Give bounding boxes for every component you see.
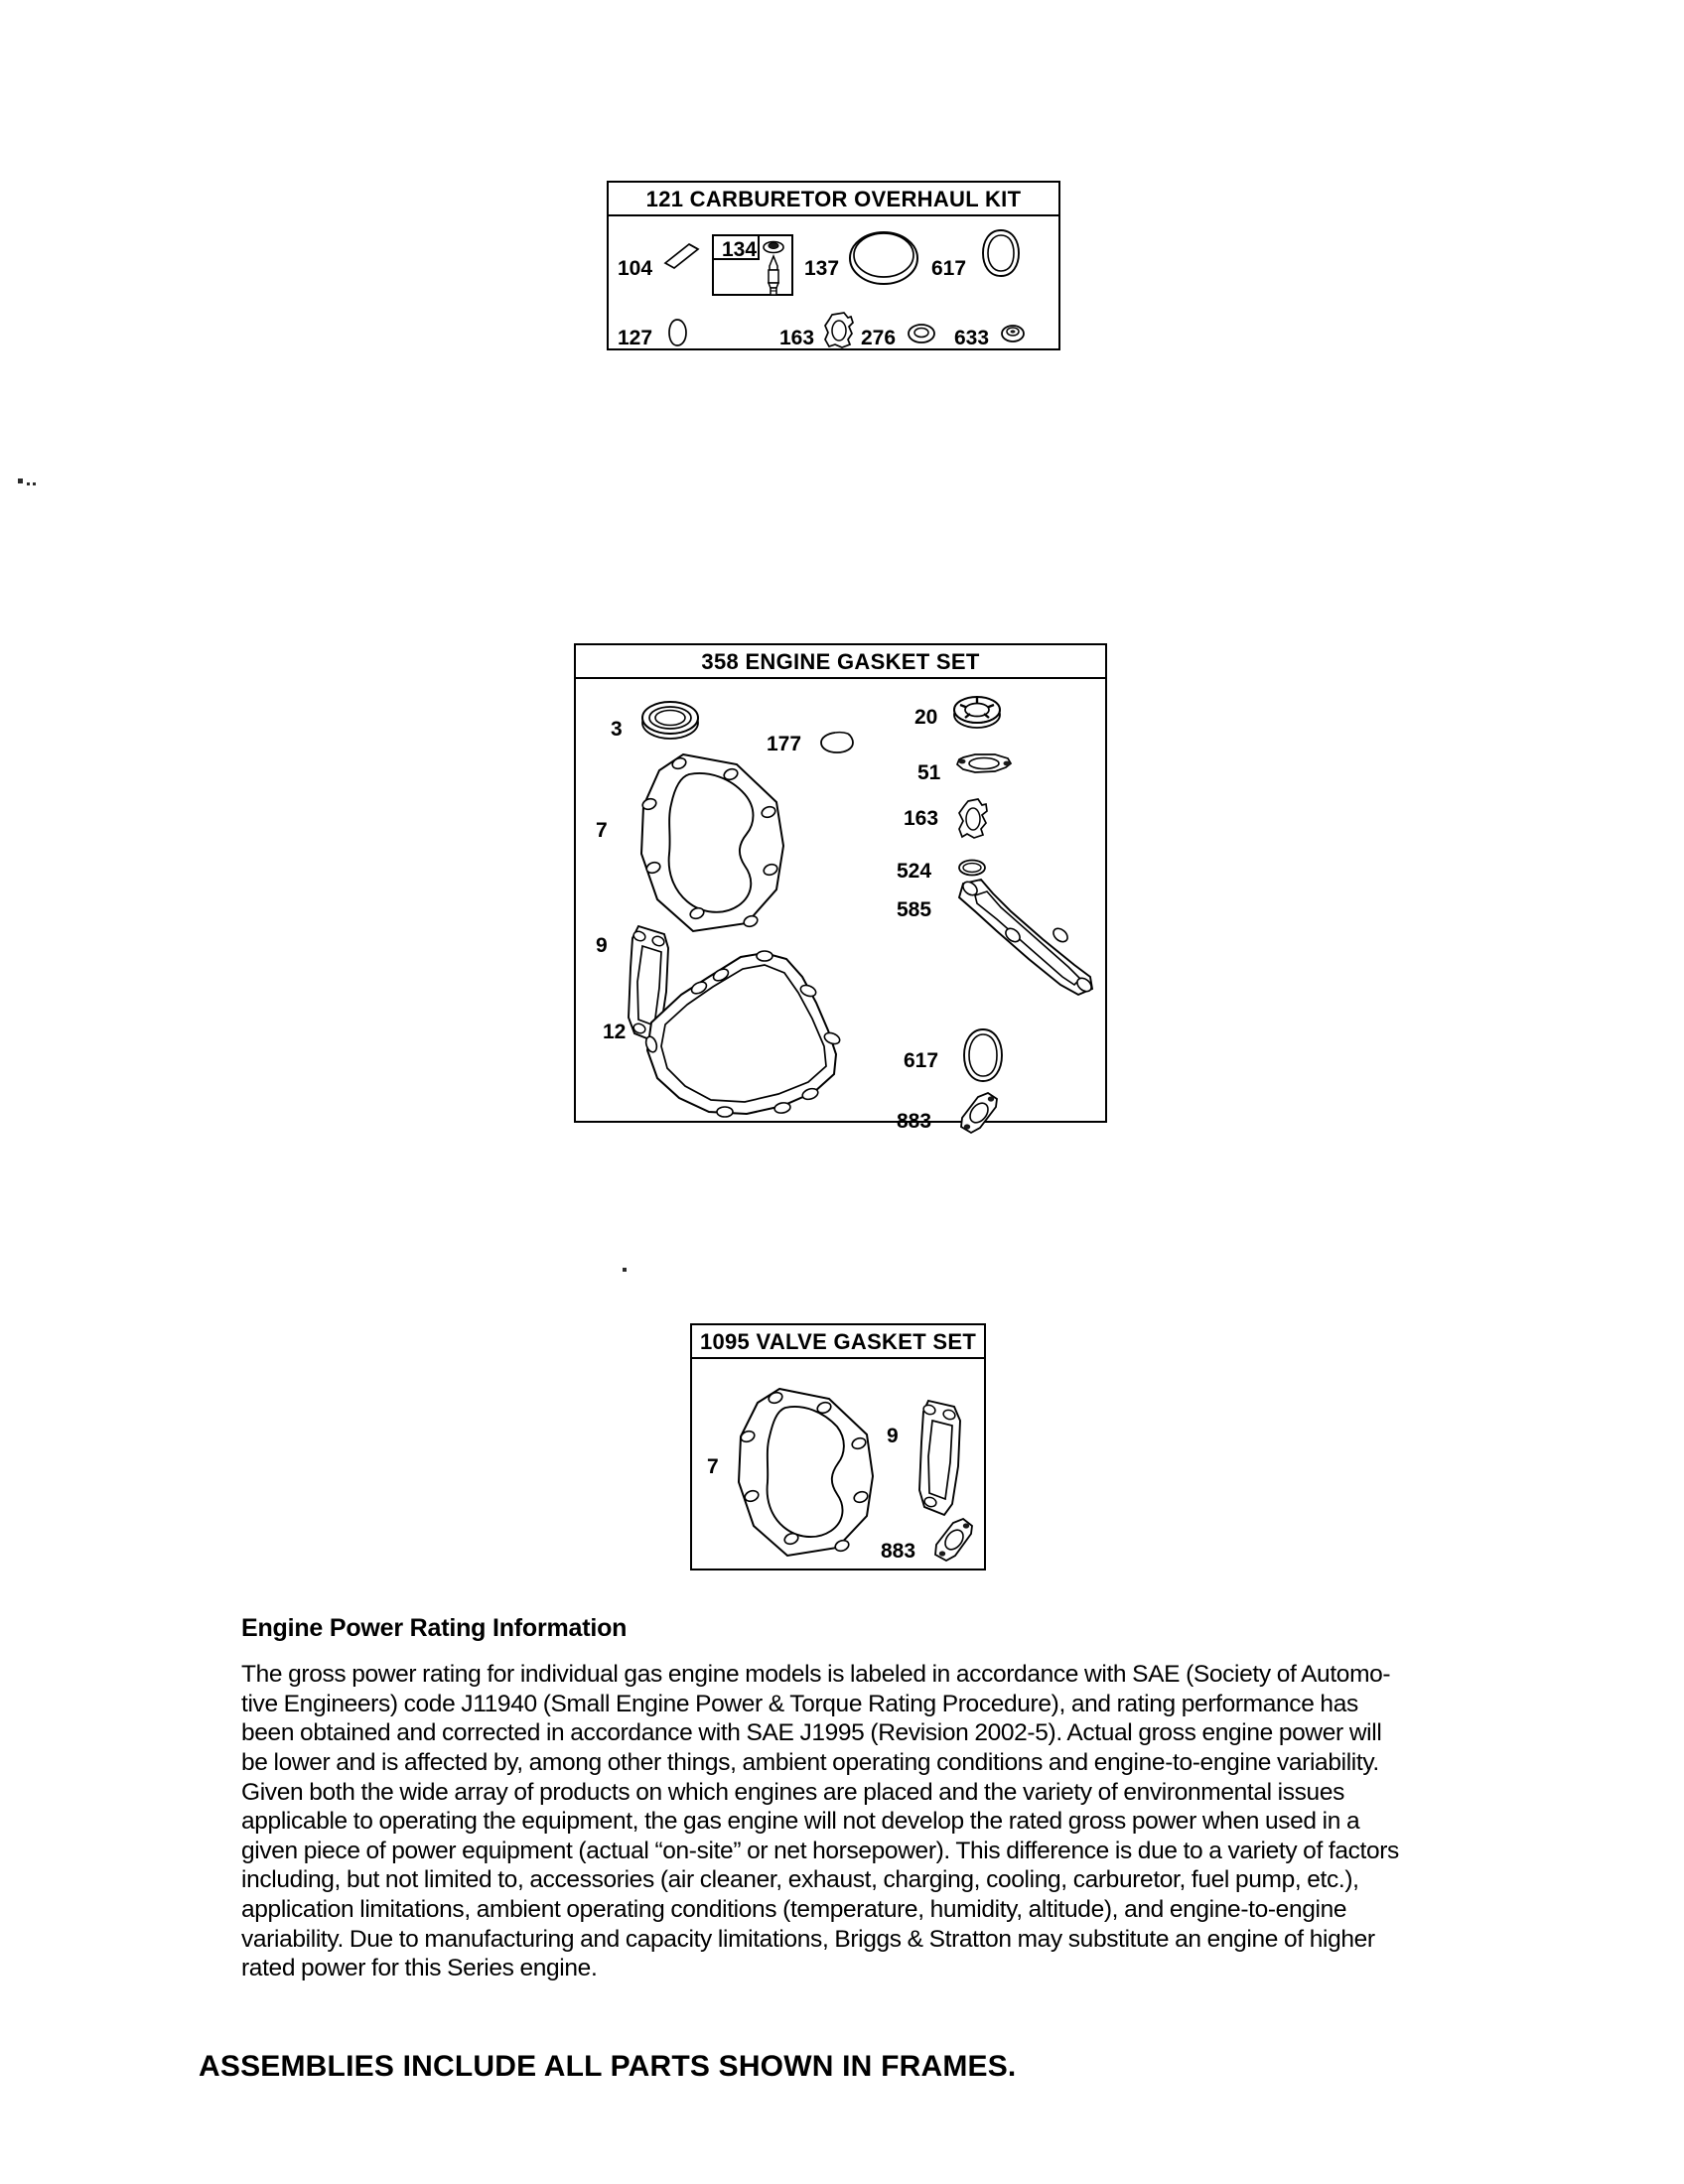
- part-134-needle-valve: [764, 255, 783, 297]
- frame-body-carburetor-overhaul-kit: [609, 216, 1058, 348]
- callout-20: 20: [914, 706, 938, 729]
- callout-12: 12: [603, 1021, 627, 1043]
- callout-7: 7: [596, 819, 608, 842]
- part-177-c-ring: [818, 727, 856, 754]
- part-104-pin: [661, 240, 703, 270]
- callout-177: 177: [767, 733, 802, 755]
- callout-585: 585: [897, 898, 932, 921]
- frame-title-valve-gasket-set: 1095 VALVE GASKET SET: [692, 1325, 984, 1359]
- callout-9: 9: [887, 1425, 899, 1447]
- part-127-small-oval-seal: [665, 318, 689, 347]
- scan-artifact: [18, 478, 23, 483]
- power-rating-heading: Engine Power Rating Information: [241, 1614, 628, 1642]
- callout-617: 617: [904, 1049, 939, 1072]
- part-276-washer-ring: [907, 322, 936, 345]
- part-883-exhaust-gasket: [930, 1516, 978, 1566]
- part-163-carb-body-gasket: [822, 312, 856, 349]
- callout-104: 104: [618, 257, 653, 280]
- frame-valve-gasket-set: [690, 1323, 986, 1570]
- scan-artifact: [27, 482, 30, 485]
- inset-box-134: [712, 234, 793, 296]
- callout-163: 163: [904, 807, 939, 830]
- part-7-cylinder-head-gasket: [728, 1385, 889, 1562]
- frame-carburetor-overhaul-kit: [607, 181, 1060, 350]
- callout-633: 633: [954, 327, 990, 349]
- frame-body-engine-gasket-set: [576, 679, 1105, 1133]
- callout-7: 7: [707, 1455, 719, 1478]
- part-12-crankcase-sump-gasket: [637, 947, 864, 1124]
- part-51-intake-gasket: [953, 752, 1015, 782]
- part-9-breather-gasket: [912, 1397, 974, 1520]
- inset-label-134: 134: [712, 234, 760, 260]
- callout-883: 883: [881, 1540, 916, 1563]
- frame-body-valve-gasket-set: [692, 1359, 984, 1569]
- callout-524: 524: [897, 860, 932, 883]
- scan-artifact: [623, 1268, 627, 1272]
- part-883-exhaust-gasket: [956, 1090, 1002, 1136]
- part-134-seat: [762, 239, 785, 254]
- callout-276: 276: [861, 327, 897, 349]
- engine-power-rating-section: [241, 1614, 1401, 1983]
- part-3-oil-seal: [639, 697, 701, 743]
- assemblies-footer-note: ASSEMBLIES INCLUDE ALL PARTS SHOWN IN FRAMES.: [199, 2050, 1017, 2083]
- callout-9: 9: [596, 934, 608, 957]
- callout-617: 617: [931, 257, 967, 280]
- power-rating-body: The gross power rating for individual gas engine models is labeled in accordance with SAE (Society of Automo-tive Engineers) code J11940 (Small Engine Power & Torque Rating Procedure), and rating performance has been obtained and corrected in accordance with SAE J1995 (Revision 2002-5). Actual gross engine power will be lower and is affected by, among other things, ambient operating conditions and engine-to-engine variability. Given both the wide array of products on which engines are placed and the variety of environmental issues applicable to operating the equipment, the gas engine will not develop the rated gross power when used in a given piece of power equipment (actual “on-site” or net horsepower). This difference is due to a variety of factors including, but not limited to, accessories (air cleaner, exhaust, charging, cooling, carburetor, fuel pump, etc.), application limitations, ambient operating conditions (temperature, humidity, altitude), and engine-to-engine variability. Due to manufacturing and capacity limitations, Briggs & Stratton may substitute an engine of higher rated power for this Series engine.: [241, 1661, 1399, 1982]
- part-524-small-o-ring: [957, 858, 987, 878]
- part-7-cylinder-head-gasket: [628, 751, 802, 939]
- callout-137: 137: [804, 257, 840, 280]
- frame-title-engine-gasket-set: 358 ENGINE GASKET SET: [576, 645, 1105, 679]
- part-617-oval-gasket: [961, 1026, 1005, 1084]
- part-137-large-o-ring: [847, 226, 920, 288]
- part-163-carb-body-gasket: [956, 798, 990, 840]
- callout-127: 127: [618, 327, 653, 349]
- part-633-small-grommet: [1000, 323, 1026, 344]
- part-20-slotted-bearing-ring: [951, 693, 1003, 735]
- callout-163: 163: [779, 327, 815, 349]
- part-585-sump-rail-gasket: [951, 878, 1098, 1001]
- frame-title-carburetor-overhaul-kit: 121 CARBURETOR OVERHAUL KIT: [609, 183, 1058, 216]
- callout-3: 3: [611, 718, 623, 741]
- callout-51: 51: [917, 761, 941, 784]
- callout-883: 883: [897, 1110, 932, 1133]
- frame-engine-gasket-set: [574, 643, 1107, 1133]
- part-617-oval-gasket: [980, 227, 1022, 279]
- scan-artifact: [33, 482, 36, 485]
